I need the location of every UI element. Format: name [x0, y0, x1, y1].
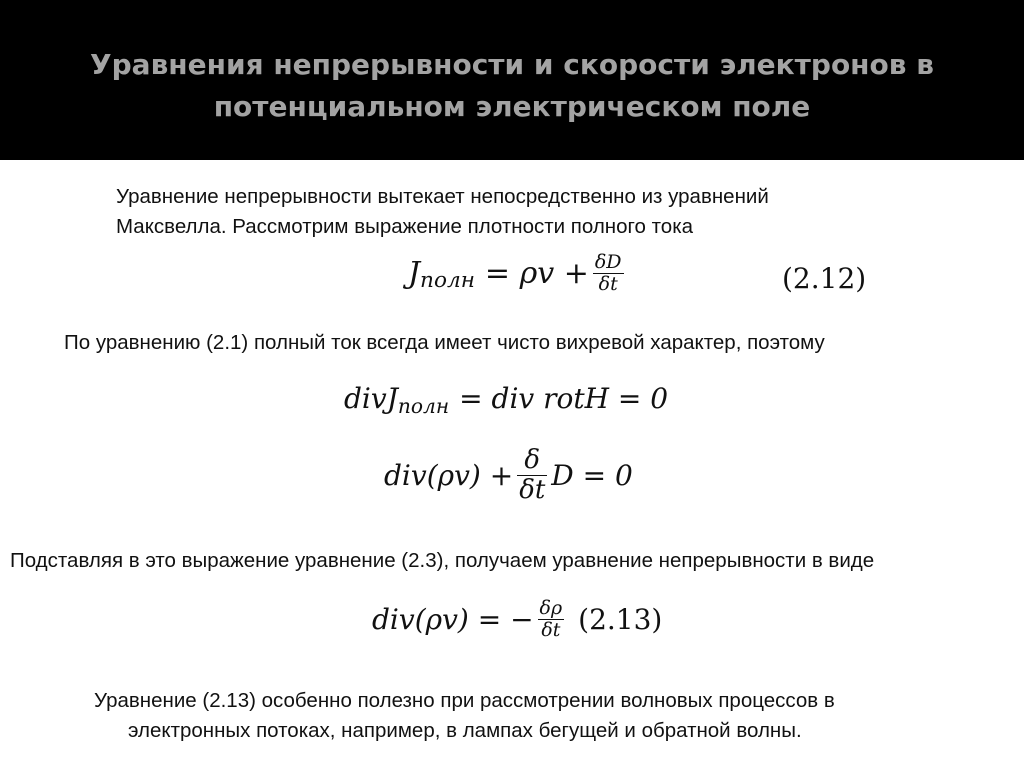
eq-2-13-denominator: δt — [541, 618, 561, 641]
eq-2-12-numerator: δD — [594, 251, 622, 273]
eq-2-12-denominator: δt — [598, 272, 618, 295]
slide-title-line-1: Уравнения непрерывности и скорости электронов в — [90, 48, 934, 81]
paragraph-2: По уравнению (2.1) полный ток всегда имеет чисто вихревой характер, поэтому — [64, 331, 825, 354]
eq-div-rho-numerator: δ — [524, 445, 541, 475]
title-bar — [0, 0, 1024, 160]
eq-div-j-prefix: divJ — [344, 382, 398, 415]
equation-2-12 — [408, 252, 628, 295]
paragraph-3: Подставляя в это выражение уравнение (2.3), получаем уравнение непрерывности в виде — [10, 549, 875, 572]
eq-div-rho-lhs: div(ρv) + — [384, 458, 514, 492]
eq-2-12-lhs: J — [408, 255, 421, 291]
eq-div-j-rest: = div rotH = 0 — [459, 382, 669, 415]
equation-div-rho — [384, 446, 633, 504]
eq-2-13-number: (2.13) — [578, 602, 663, 636]
eq-2-12-number-wrap — [782, 262, 866, 295]
eq-2-13-numerator: δρ — [539, 597, 563, 619]
eq-div-j-subscript: полн — [397, 393, 450, 418]
equation-2-13 — [372, 598, 662, 641]
eq-div-rho-denominator: δt — [519, 474, 546, 505]
intro-line-1: Уравнение непрерывности вытекает непосредственно из уравнений — [116, 185, 769, 208]
eq-2-13-fraction — [538, 598, 565, 641]
eq-2-12-number: (2.12) — [782, 262, 867, 295]
conclusion-line-2: электронных потоках, например, в лампах бегущей и обратной волны. — [128, 719, 802, 742]
slide-title-line-2: потенциальном электрическом поле — [213, 90, 811, 123]
eq-2-13-lhs: div(ρv) = − — [372, 602, 534, 636]
eq-2-12-fraction — [593, 252, 624, 295]
eq-div-rho-fraction — [517, 446, 547, 504]
slide-title — [40, 44, 984, 128]
eq-2-12-lhs-subscript: полн — [420, 268, 475, 294]
conclusion-line-1: Уравнение (2.13) особенно полезно при рассмотрении волновых процессов в — [94, 689, 835, 712]
equation-div-j — [344, 382, 669, 418]
intro-line-2: Максвелла. Рассмотрим выражение плотности полного тока — [116, 215, 694, 238]
eq-div-rho-rest: D = 0 — [551, 458, 633, 492]
eq-2-12-rhs: = ρv + — [484, 255, 589, 291]
